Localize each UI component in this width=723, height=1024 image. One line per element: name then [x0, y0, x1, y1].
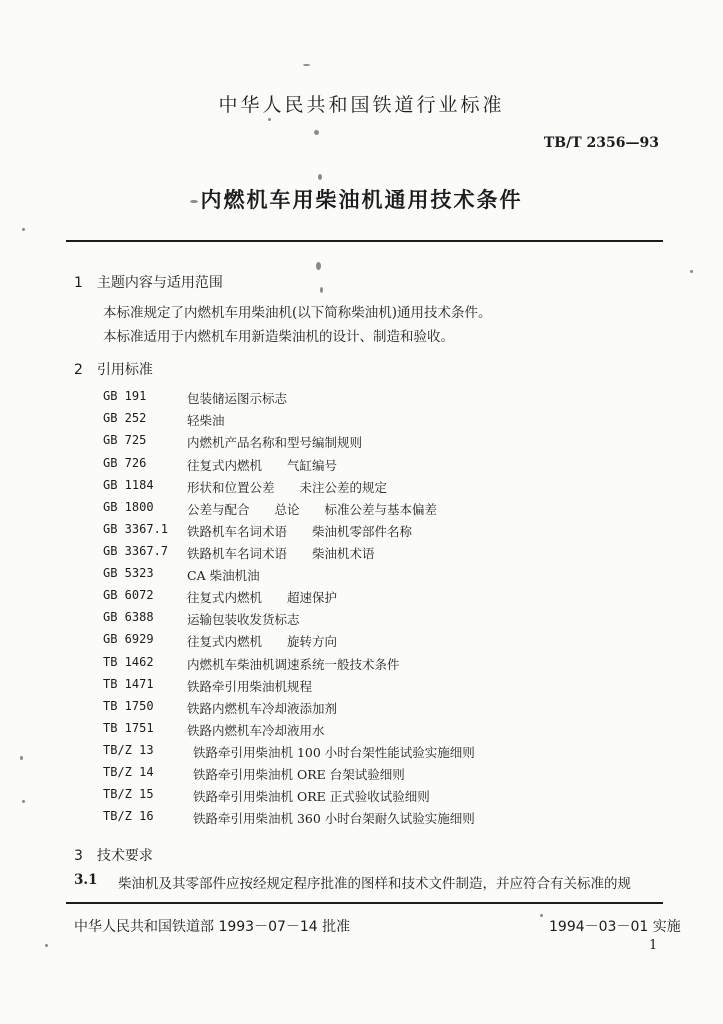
reference-code: GB 5323 — [103, 566, 154, 580]
reference-title: 铁路牵引用柴油机规程 — [187, 679, 313, 694]
reference-code: TB 1462 — [103, 655, 154, 669]
scan-speck — [22, 800, 25, 803]
reference-code: GB 252 — [103, 411, 147, 425]
reference-code: GB 725 — [103, 433, 147, 447]
reference-title: 铁路内燃机车冷却液用水 — [187, 723, 325, 738]
reference-title: 轻柴油 — [187, 413, 225, 428]
reference-code: GB 6388 — [103, 610, 154, 624]
organization-title: 中华人民共和国铁道行业标准 — [218, 94, 505, 116]
reference-title: 运输包装收发货标志 — [187, 612, 300, 627]
reference-title: 铁路牵引用柴油机 ORE 正式验收试验细则 — [193, 789, 430, 804]
scan-speck — [268, 118, 271, 121]
reference-title: 铁路机车名词术语 柴油机零部件名称 — [187, 524, 413, 539]
scan-speck — [316, 262, 321, 270]
scan-speck — [22, 228, 25, 231]
reference-title: 往复式内燃机 旋转方向 — [187, 634, 338, 649]
scan-speck — [318, 174, 322, 180]
reference-title: 公差与配合 总论 标准公差与基本偏差 — [187, 502, 438, 517]
reference-title: 内燃机产品名称和型号编制规则 — [187, 435, 363, 450]
reference-title: 形状和位置公差 未注公差的规定 — [187, 480, 388, 495]
reference-code: TB 1751 — [103, 721, 154, 735]
standard-number: TB/T 2356—93 — [543, 135, 659, 151]
reference-code: GB 6929 — [103, 632, 154, 646]
reference-title: 铁路内燃机车冷却液添加剂 — [187, 701, 338, 716]
document-title: 内燃机车用柴油机通用技术条件 — [200, 188, 523, 212]
reference-code: TB/Z 13 — [103, 743, 154, 757]
reference-code: GB 3367.7 — [103, 544, 169, 558]
reference-code: TB 1471 — [103, 677, 154, 691]
reference-code: GB 1800 — [103, 500, 154, 514]
section-2-heading: 2 引用标准 — [74, 362, 153, 378]
scan-speck — [20, 756, 23, 760]
scan-speck — [690, 270, 693, 273]
reference-title: CA 柴油机油 — [187, 568, 260, 583]
approval-statement: 中华人民共和国铁道部 1993－07－14 批准 — [74, 919, 351, 935]
reference-title: 包装储运图示标志 — [187, 391, 288, 406]
footer-divider — [66, 902, 663, 904]
page-number: 1 — [649, 938, 658, 953]
scan-speck — [540, 914, 543, 917]
reference-code: TB/Z 16 — [103, 809, 154, 823]
reference-title: 铁路牵引用柴油机 ORE 台架试验细则 — [193, 767, 405, 782]
reference-code: TB/Z 14 — [103, 765, 154, 779]
reference-title: 铁路牵引用柴油机 360 小时台架耐久试验实施细则 — [193, 811, 475, 826]
effective-date: 1994－03－01 实施 — [549, 919, 681, 935]
clause-number: 3.1 — [74, 872, 98, 888]
section-1-heading: 1 主题内容与适用范围 — [74, 275, 223, 291]
section-1-paragraph-2: 本标准适用于内燃机车用新造柴油机的设计、制造和验收。 — [103, 329, 454, 345]
title-divider — [66, 240, 663, 242]
reference-title: 铁路机车名词术语 柴油机术语 — [187, 546, 375, 561]
scan-speck — [303, 64, 310, 66]
reference-code: GB 6072 — [103, 588, 154, 602]
reference-code: GB 726 — [103, 456, 147, 470]
reference-code: TB/Z 15 — [103, 787, 154, 801]
reference-title: 铁路牵引用柴油机 100 小时台架性能试验实施细则 — [193, 745, 475, 760]
reference-code: GB 191 — [103, 389, 147, 403]
reference-title: 往复式内燃机 超速保护 — [187, 590, 338, 605]
reference-title: 往复式内燃机 气缸编号 — [187, 458, 338, 473]
section-1-paragraph-1: 本标准规定了内燃机车用柴油机(以下简称柴油机)通用技术条件。 — [103, 305, 492, 321]
section-3-heading: 3 技术要求 — [74, 848, 153, 864]
scan-speck — [314, 130, 319, 135]
scan-speck — [320, 287, 323, 293]
scan-speck — [45, 944, 48, 947]
reference-code: GB 1184 — [103, 478, 154, 492]
reference-code: TB 1750 — [103, 699, 154, 713]
reference-code: GB 3367.1 — [103, 522, 169, 536]
clause-text: 柴油机及其零部件应按经规定程序批准的图样和技术文件制造，并应符合有关标准的规 — [118, 876, 631, 892]
reference-title: 内燃机车柴油机调速系统一般技术条件 — [187, 657, 400, 672]
